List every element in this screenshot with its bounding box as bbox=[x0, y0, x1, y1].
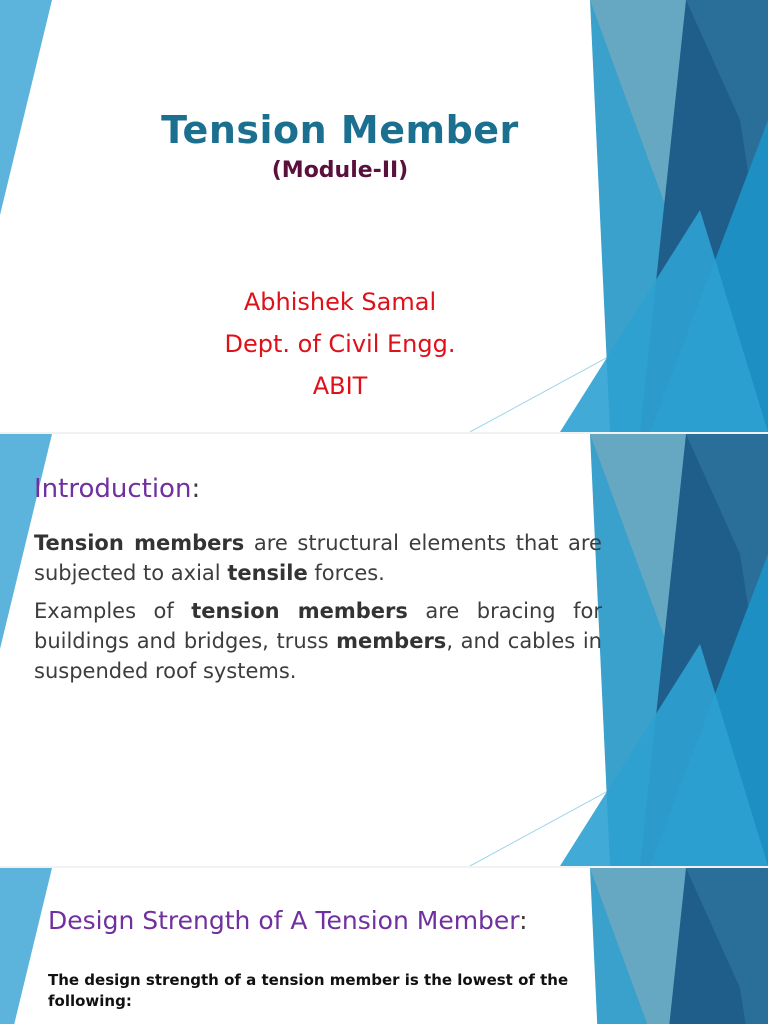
design-strength-paragraph bbox=[48, 970, 608, 1012]
heading-colon: : bbox=[191, 474, 201, 504]
author-department: Dept. of Civil Engg. bbox=[224, 330, 456, 358]
introduction-heading-text: Introduction bbox=[34, 474, 192, 504]
slide-decoration bbox=[0, 0, 768, 432]
definition-paragraph bbox=[34, 528, 602, 588]
paragraph-text: are bracing for buildings and bridges, truss bbox=[34, 599, 602, 653]
title-slide bbox=[0, 0, 768, 432]
introduction-heading bbox=[34, 474, 200, 504]
examples-paragraph bbox=[34, 596, 602, 686]
design-strength-slide bbox=[0, 868, 768, 1024]
design-strength-heading bbox=[48, 906, 528, 935]
paragraph-text: forces. bbox=[307, 561, 385, 585]
design-strength-heading-text: Design Strength of A Tension Member bbox=[48, 906, 520, 935]
bold-term: tension members bbox=[191, 599, 408, 623]
paragraph-text: Examples of bbox=[34, 599, 192, 623]
paragraph-text: are structural elements that are subjected to axial bbox=[34, 531, 602, 585]
author-institute: ABIT bbox=[312, 372, 368, 400]
bold-term: Tension members bbox=[34, 531, 245, 555]
left-accent-triangle bbox=[0, 868, 52, 1024]
author-name: Abhishek Samal bbox=[243, 288, 437, 316]
bold-term: tensile bbox=[227, 561, 308, 585]
bold-text: The design strength of a tension member is the lowest of the following: bbox=[48, 971, 569, 1010]
introduction-slide bbox=[0, 434, 768, 866]
bold-term: members bbox=[336, 629, 447, 653]
slide-subtitle: (Module-II) bbox=[271, 158, 409, 183]
heading-colon: : bbox=[519, 906, 528, 935]
slide-title: Tension Member bbox=[161, 108, 519, 152]
paragraph-text: , and cables in suspended roof systems. bbox=[34, 629, 602, 683]
